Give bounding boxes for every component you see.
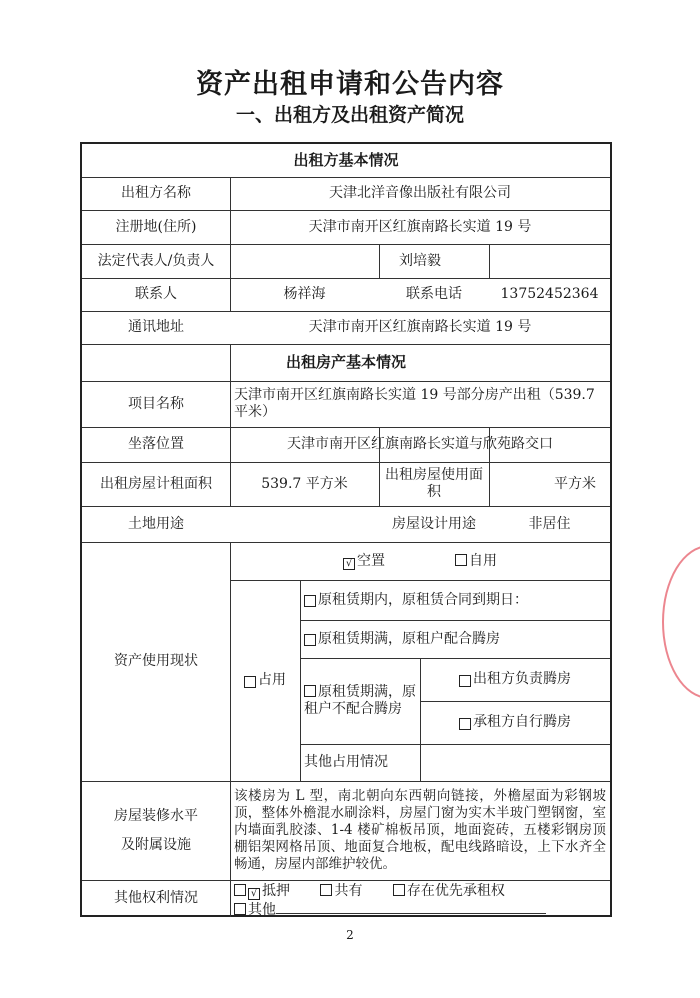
- selfuse-checkbox[interactable]: [455, 554, 467, 566]
- lessor-name-value: 天津北洋音像出版社有限公司: [329, 185, 511, 201]
- lease-active-checkbox[interactable]: [304, 595, 316, 607]
- selfuse-text: 自用: [469, 552, 497, 569]
- design-use-value: 非居住: [528, 515, 571, 532]
- lessee-vacates-text: 承租方自行腾房: [473, 714, 571, 730]
- location-value: 天津市南开区红旗南路长实道与欣苑路交口: [287, 436, 553, 452]
- page-number: 2: [346, 928, 354, 942]
- legal-rep-label: 法定代表人/负责人: [97, 252, 215, 269]
- option-lessee-vacates[interactable]: [420, 701, 610, 744]
- land-use-label: 土地用途: [128, 515, 184, 532]
- other-occupancy-label: 其他占用情况: [304, 754, 388, 770]
- other-occupancy-value[interactable]: [420, 744, 610, 781]
- other-rights-blank[interactable]: [276, 899, 546, 914]
- mailing-address-value: 天津市南开区红旗南路长实道 19 号: [308, 319, 532, 335]
- page-subtitle: 一、出租方及出租资产简况: [235, 104, 464, 126]
- other-rights-label: 其他权利情况: [114, 890, 198, 906]
- phone-value: 13752452364: [500, 286, 599, 302]
- contact-label: 联系人: [135, 286, 177, 302]
- location-label: 坐落位置: [128, 436, 184, 452]
- rent-area-label: 出租房屋计租面积: [100, 475, 212, 492]
- lease-expired-cooperate-checkbox[interactable]: [304, 634, 316, 646]
- priority-option[interactable]: [393, 883, 505, 899]
- lease-expired-uncooperative-text: 原租赁期满，原租户不配合腾房: [304, 684, 416, 717]
- design-use-label: 房屋设计用途: [392, 515, 476, 532]
- pledge-checkbox[interactable]: [234, 884, 246, 896]
- lease-active-text: 原租赁期内，原租赁合同到期日：: [318, 591, 528, 608]
- other-rights-checkbox[interactable]: [234, 903, 246, 915]
- vacant-selfuse-row: [230, 542, 610, 580]
- project-name-value: 天津市南开区红旗南路长实道 19 号部分房产出租（539.7 平米）: [234, 387, 595, 420]
- registered-address-value: 天津市南开区红旗南路长实道 19 号: [308, 218, 532, 235]
- vacant-option[interactable]: [343, 553, 385, 570]
- legal-rep-value: 刘培毅: [399, 252, 441, 269]
- registered-address-label: 注册地(住所): [115, 218, 197, 235]
- use-area-label: 出租房屋使用面积: [385, 467, 483, 500]
- asset-status-label: 资产使用现状: [114, 653, 198, 669]
- lessor-vacates-checkbox[interactable]: [459, 675, 471, 687]
- mailing-address-label: 通讯地址: [128, 319, 184, 335]
- pledge-text: 抵押: [262, 883, 290, 899]
- joint-option[interactable]: [320, 883, 366, 899]
- option-lease-active[interactable]: [300, 580, 610, 620]
- page-title: 资产出租申请和公告内容: [196, 69, 504, 100]
- vacant-checkbox[interactable]: √: [343, 558, 355, 570]
- official-seal: [662, 545, 700, 699]
- vacant-text: 空置: [357, 552, 385, 569]
- priority-checkbox[interactable]: [393, 884, 405, 896]
- lease-expired-cooperate-text: 原租赁期满，原租户配合腾房: [318, 630, 500, 647]
- decoration-label: [82, 781, 230, 880]
- lessor-vacates-text: 出租方负责腾房: [473, 671, 571, 687]
- lessee-vacates-checkbox[interactable]: [459, 718, 471, 730]
- decoration-label-line1: 房屋装修水平: [114, 807, 198, 824]
- rent-area-value: 539.7 平方米: [261, 475, 348, 492]
- option-lease-expired-uncooperative[interactable]: [300, 658, 420, 744]
- lessor-name-label: 出租方名称: [121, 185, 191, 201]
- phone-label: 联系电话: [406, 286, 462, 302]
- option-lessor-vacates[interactable]: [420, 658, 610, 701]
- lease-expired-uncooperative-checkbox[interactable]: [304, 685, 316, 697]
- section-header-property: 出租房产基本情况: [285, 353, 406, 371]
- joint-checkbox[interactable]: [320, 884, 332, 896]
- project-name-label: 项目名称: [128, 395, 184, 412]
- selfuse-option[interactable]: [455, 553, 497, 570]
- joint-text: 共有: [334, 883, 363, 899]
- other-rights-option[interactable]: [234, 902, 546, 918]
- other-rights-text: 其他: [248, 902, 276, 918]
- use-area-value: 平方米: [554, 475, 596, 492]
- decoration-description: 该楼房为 L 型，南北朝向东西朝向链接，外檐屋面为彩钢坡顶，整体外檐混水刷涂料，房屋门窗为实木半玻门塑钢窗，室内墙面乳胶漆、1-4 楼矿棉板吊顶，地面瓷砖，五楼彩钢房顶棚铝架网格吊顶、地面复合地板，配电线路暗设，上下水齐全畅通，房屋内部维护较优。: [234, 788, 606, 872]
- occupied-text: 占用: [258, 672, 286, 688]
- contact-value: 杨祥海: [283, 286, 326, 302]
- priority-text: 存在优先承租权: [406, 883, 505, 899]
- option-lease-expired-cooperate[interactable]: [300, 620, 610, 658]
- info-table: [80, 142, 612, 917]
- section-header-lessor: 出租方基本情况: [293, 151, 399, 169]
- pledge-option[interactable]: [234, 883, 294, 899]
- land-use-value: [230, 506, 379, 542]
- other-rights-options: [234, 883, 606, 918]
- pledge-checkbox-marked[interactable]: √: [248, 888, 260, 900]
- occupied-checkbox[interactable]: [244, 676, 256, 688]
- occupied-option[interactable]: [230, 580, 300, 781]
- decoration-label-line2: 及附属设施: [121, 836, 191, 853]
